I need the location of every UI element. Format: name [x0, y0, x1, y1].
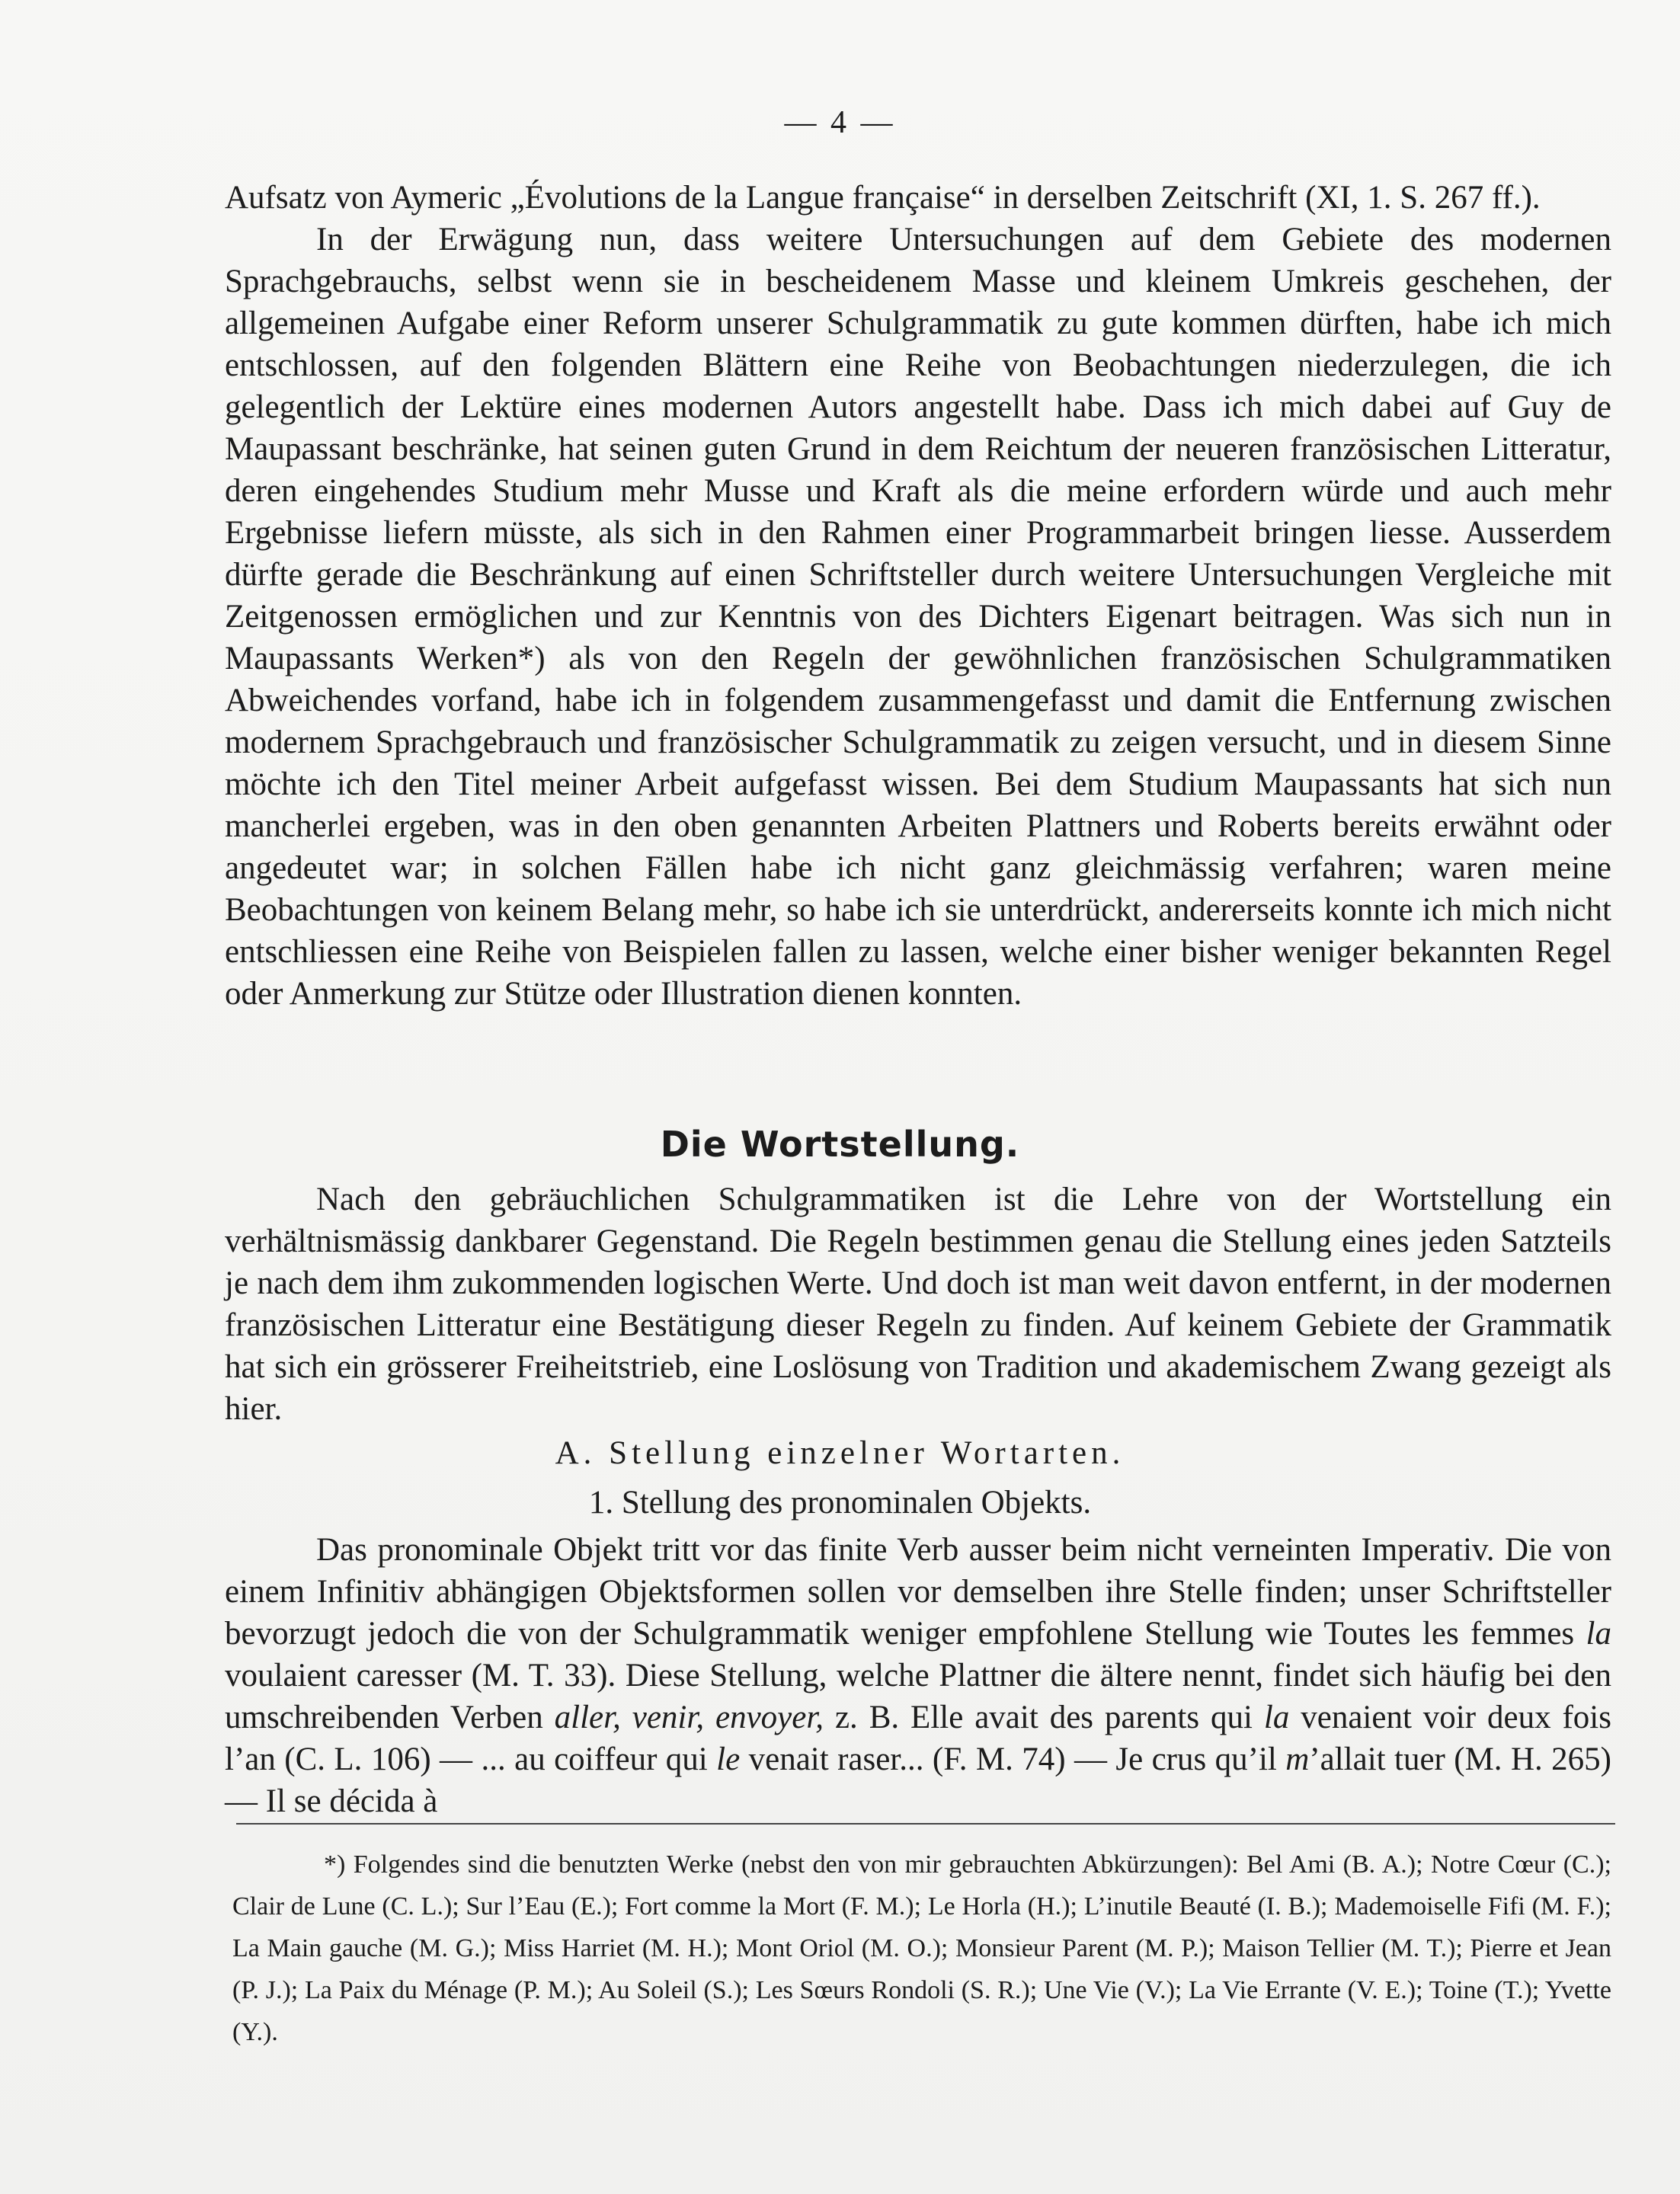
body-italic-3: la [1263, 1700, 1290, 1735]
body-section [225, 1529, 1611, 1822]
body-italic-2: aller, venir, envoyer, [554, 1700, 824, 1735]
body-text-5: venait raser... (F. M. 74) — Je crus qu’il [740, 1741, 1286, 1777]
subsection-a-heading: A. Stellung einzelner Wortarten. [555, 1435, 1125, 1471]
body-italic-1: la [1586, 1616, 1611, 1652]
subsection-1-heading: 1. Stellung des pronominalen Objekts. [588, 1485, 1092, 1521]
page-number: — 4 — [784, 105, 896, 140]
intro-section [225, 177, 1611, 1015]
body-text-6: ’allait tuer (M. H. 265) — Il se décida à [225, 1741, 1611, 1819]
section-heading: Die Wortstellung. [660, 1124, 1020, 1165]
footnote-divider [236, 1823, 1615, 1825]
body-italic-4: le [716, 1741, 741, 1777]
intro-continuation: Aufsatz von Aymeric „Évolutions de la Langue française“ in derselben Zeitschrift (XI, 1. S. 267 ff.). [225, 180, 1541, 216]
body-text-1: Das pronominale Objekt tritt vor das finite Verb ausser beim nicht verneinten Imperativ. Die von einem Infinitiv abhängigen Objektsformen sollen vor demselben ihre Stelle finden; unser Schriftsteller bevorzugt jedoch die von der Schulgrammatik weniger empfohlene Stellung wie Toutes les femmes [225, 1532, 1611, 1652]
intro-paragraph: In der Erwägung nun, dass weitere Untersuchungen auf dem Gebiete des modernen Sprachgebrauchs, selbst wenn sie in bescheidenem Masse und kleinem Umkreis geschehen, der allgemeinen Aufgabe einer Reform unserer Schulgrammatik zu gute kommen dürften, habe ich mich entschlossen, auf den folgenden Blättern eine Reihe von Beobachtungen niederzulegen, die ich gelegentlich der Lektüre eines modernen Autors angestellt habe. Dass ich mich dabei auf Guy de Maupassant beschränke, hat seinen guten Grund in dem Reichtum der neueren französischen Litteratur, deren eingehendes Studium mehr Musse und Kraft als die meine erfordern würde und auch mehr Ergebnisse liefern müsste, als sich in den Rahmen einer Programmarbeit bringen liesse. Ausserdem dürfte gerade die Beschränkung auf einen Schriftsteller durch weitere Untersuchungen Vergleiche mit Zeitgenossen ermöglichen und zur Kenntnis von des Dichters Eigenart beitragen. Was sich nun in Maupassants Werken*) als von den Regeln der gewöhnlichen französischen Schulgrammatiken Abweichendes vorfand, habe ich in folgendem zusammengefasst und damit die Entfernung zwischen modernem Sprachgebrauch und französischer Schulgrammatik zu zeigen versucht, und in diesem Sinne möchte ich den Titel meiner Arbeit aufgefasst wissen. Bei dem Studium Maupassants hat sich nun mancherlei ergeben, was in den oben genannten Arbeiten Plattners und Roberts bereits erwähnt oder angedeutet war; in solchen Fällen habe ich nicht ganz gleichmässig verfahren; waren meine Beobachtungen von keinem Belang mehr, so habe ich sie unterdrückt, andererseits konnte ich mich nicht entschliessen eine Reihe von Beispielen fallen zu lassen, welche einer bisher weniger bekannten Regel oder Anmerkung zur Stütze oder Illustration dienen konnten. [225, 222, 1611, 1012]
section-intro [225, 1179, 1611, 1430]
footnote: *) Folgendes sind die benutzten Werke (nebst den von mir gebrauchten Abkürzungen): Bel Ami (B. A.); Notre Cœur (C.); Clair de Lune (C. L.); Sur l’Eau (E.); Fort comme la Mort (F. M.); Le Horla (H.); L’inutile Beauté (I. B.); Mademoiselle Fifi (M. F.); La Main gauche (M. G.); Miss Harriet (M. H.); Mont Oriol (M. O.); Monsieur Parent (M. P.); Maison Tellier (M. T.); Pierre et Jean (P. J.); La Paix du Ménage (P. M.); Au Soleil (S.); Les Sœurs Rondoli (S. R.); Une Vie (V.); La Vie Errante (V. E.); Toine (T.); Yvette (Y.). [232, 1850, 1611, 2046]
section-paragraph: Nach den gebräuchlichen Schulgrammatiken ist die Lehre von der Wortstellung ein verhältnismässig dankbarer Gegenstand. Die Regeln bestimmen genau die Stellung eines jeden Satzteils je nach dem ihm zukommenden logischen Werte. Und doch ist man weit davon entfernt, in der modernen französischen Litteratur eine Bestätigung dieser Regeln zu finden. Auf keinem Gebiete der Grammatik hat sich ein grösserer Freiheitstrieb, eine Loslösung von Tradition und akademischem Zwang gezeigt als hier. [225, 1182, 1611, 1427]
body-text-3: z. B. Elle avait des parents qui [824, 1700, 1264, 1735]
body-text-4: venaient voir deux fois l’an (C. L. 106) — ... au coiffeur qui [225, 1700, 1611, 1777]
body-text-2: voulaient caresser (M. T. 33). Diese Stellung, welche Plattner die ältere nennt, findet sich häufig bei den umschreibenden Verben [225, 1658, 1611, 1735]
body-italic-5: m [1285, 1741, 1310, 1777]
body-paragraph [225, 1529, 1611, 1822]
